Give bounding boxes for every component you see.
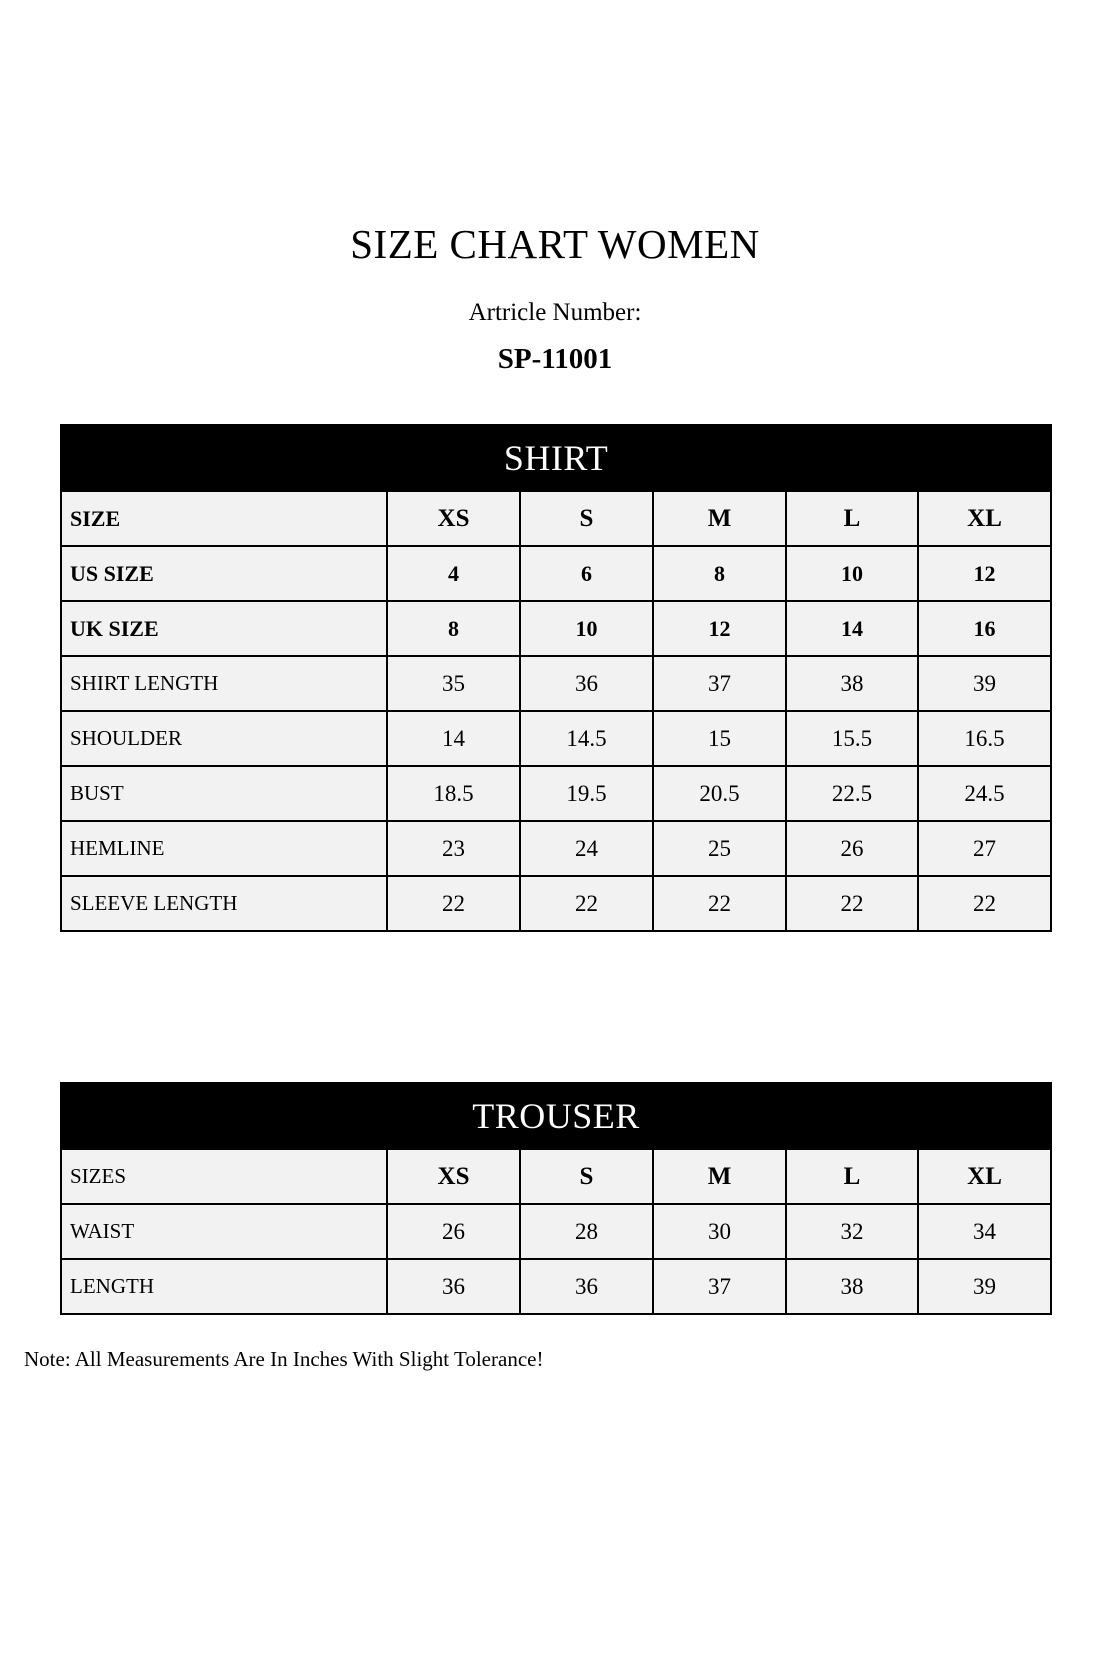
table-row	[61, 601, 1051, 656]
shirt-cell-hemline-l: 26	[786, 821, 918, 876]
shirt-cell-uk-size-m: 12	[653, 601, 786, 656]
shirt-header-size-xl: XL	[918, 491, 1051, 546]
table-row	[61, 546, 1051, 601]
shirt-cell-uk-size-xl: 16	[918, 601, 1051, 656]
table-row	[61, 766, 1051, 821]
shirt-banner-label: SHIRT	[61, 425, 1051, 491]
trouser-row-label-waist: WAIST	[61, 1204, 387, 1259]
shirt-cell-shirt-length-l: 38	[786, 656, 918, 711]
table-row	[61, 1259, 1051, 1314]
shirt-cell-us-size-l: 10	[786, 546, 918, 601]
shirt-cell-shoulder-xl: 16.5	[918, 711, 1051, 766]
shirt-table-wrapper	[60, 424, 1050, 932]
shirt-cell-shoulder-m: 15	[653, 711, 786, 766]
shirt-cell-shoulder-xs: 14	[387, 711, 520, 766]
shirt-header-size-l: L	[786, 491, 918, 546]
shirt-cell-us-size-xs: 4	[387, 546, 520, 601]
trouser-header-size-m: M	[653, 1149, 786, 1204]
shirt-header-row	[61, 491, 1051, 546]
trouser-cell-length-l: 38	[786, 1259, 918, 1314]
shirt-cell-shirt-length-m: 37	[653, 656, 786, 711]
trouser-cell-waist-m: 30	[653, 1204, 786, 1259]
shirt-cell-sleeve-length-xs: 22	[387, 876, 520, 931]
shirt-cell-uk-size-l: 14	[786, 601, 918, 656]
shirt-row-label-hemline: HEMLINE	[61, 821, 387, 876]
shirt-row-label-bust: BUST	[61, 766, 387, 821]
trouser-header-size-l: L	[786, 1149, 918, 1204]
shirt-cell-hemline-xs: 23	[387, 821, 520, 876]
page-title: SIZE CHART WOMEN	[350, 221, 760, 267]
shirt-cell-sleeve-length-xl: 22	[918, 876, 1051, 931]
trouser-row-label-length: LENGTH	[61, 1259, 387, 1314]
shirt-header-label: SIZE	[61, 491, 387, 546]
table-row	[61, 656, 1051, 711]
trouser-header-size-xs: XS	[387, 1149, 520, 1204]
shirt-cell-sleeve-length-s: 22	[520, 876, 653, 931]
shirt-cell-shirt-length-xl: 39	[918, 656, 1051, 711]
trouser-table-wrapper	[60, 1082, 1050, 1315]
table-row	[61, 711, 1051, 766]
shirt-cell-bust-s: 19.5	[520, 766, 653, 821]
trouser-cell-waist-xl: 34	[918, 1204, 1051, 1259]
shirt-cell-us-size-xl: 12	[918, 546, 1051, 601]
shirt-cell-shirt-length-s: 36	[520, 656, 653, 711]
article-number-value: SP-11001	[497, 343, 613, 376]
shirt-size-table	[60, 424, 1052, 932]
shirt-header-size-m: M	[653, 491, 786, 546]
shirt-cell-sleeve-length-m: 22	[653, 876, 786, 931]
shirt-cell-hemline-xl: 27	[918, 821, 1051, 876]
shirt-cell-shoulder-l: 15.5	[786, 711, 918, 766]
shirt-cell-uk-size-s: 10	[520, 601, 653, 656]
trouser-cell-waist-xs: 26	[387, 1204, 520, 1259]
shirt-header-size-s: S	[520, 491, 653, 546]
shirt-cell-bust-m: 20.5	[653, 766, 786, 821]
shirt-cell-us-size-m: 8	[653, 546, 786, 601]
trouser-cell-length-s: 36	[520, 1259, 653, 1314]
shirt-cell-shoulder-s: 14.5	[520, 711, 653, 766]
table-row	[61, 876, 1051, 931]
trouser-cell-waist-l: 32	[786, 1204, 918, 1259]
shirt-cell-hemline-m: 25	[653, 821, 786, 876]
shirt-cell-bust-l: 22.5	[786, 766, 918, 821]
trouser-banner-label: TROUSER	[61, 1083, 1051, 1149]
shirt-header-size-xs: XS	[387, 491, 520, 546]
shirt-row-label-us-size: US SIZE	[61, 546, 387, 601]
shirt-row-label-shirt-length: SHIRT LENGTH	[61, 656, 387, 711]
shirt-cell-shirt-length-xs: 35	[387, 656, 520, 711]
table-row	[61, 1204, 1051, 1259]
measurement-note: Note: All Measurements Are In Inches With Slight Tolerance!	[24, 1347, 544, 1372]
trouser-size-table	[60, 1082, 1052, 1315]
article-number-label: Artricle Number:	[468, 299, 642, 327]
shirt-cell-uk-size-xs: 8	[387, 601, 520, 656]
shirt-cell-hemline-s: 24	[520, 821, 653, 876]
trouser-cell-length-xs: 36	[387, 1259, 520, 1314]
trouser-cell-length-xl: 39	[918, 1259, 1051, 1314]
shirt-cell-bust-xs: 18.5	[387, 766, 520, 821]
trouser-header-row	[61, 1149, 1051, 1204]
table-gap-spacer	[0, 932, 1110, 1082]
shirt-cell-sleeve-length-l: 22	[786, 876, 918, 931]
trouser-cell-length-m: 37	[653, 1259, 786, 1314]
shirt-cell-us-size-s: 6	[520, 546, 653, 601]
trouser-header-label: SIZES	[61, 1149, 387, 1204]
trouser-header-size-xl: XL	[918, 1149, 1051, 1204]
shirt-row-label-shoulder: SHOULDER	[61, 711, 387, 766]
table-row	[61, 821, 1051, 876]
shirt-row-label-uk-size: UK SIZE	[61, 601, 387, 656]
shirt-cell-bust-xl: 24.5	[918, 766, 1051, 821]
trouser-banner-row	[61, 1083, 1051, 1149]
shirt-banner-row	[61, 425, 1051, 491]
shirt-row-label-sleeve-length: SLEEVE LENGTH	[61, 876, 387, 931]
trouser-cell-waist-s: 28	[520, 1204, 653, 1259]
trouser-header-size-s: S	[520, 1149, 653, 1204]
